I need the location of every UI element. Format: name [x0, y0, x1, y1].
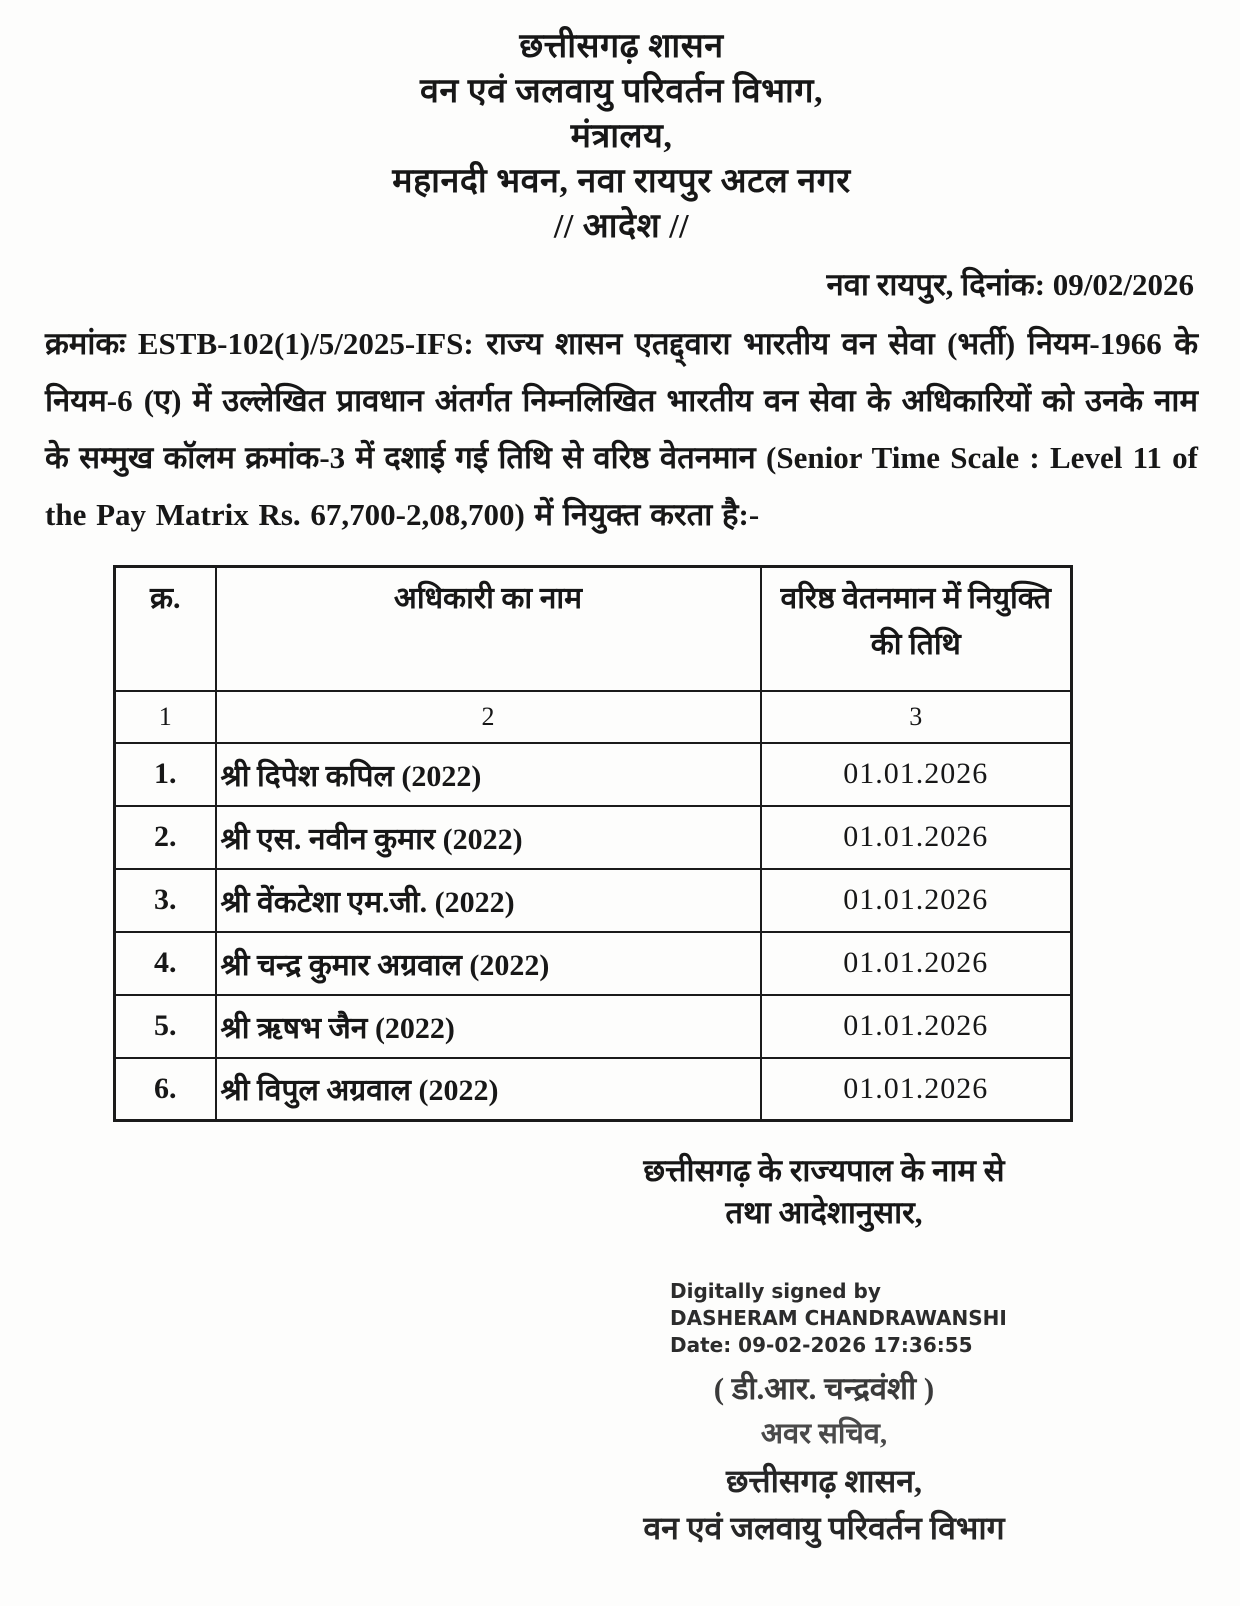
table-row — [115, 806, 1072, 869]
letterhead-address: महानदी भवन, नवा रायपुर अटल नगर — [392, 163, 851, 200]
column-header-officer-name: अधिकारी का नाम — [216, 567, 761, 691]
serial-number: 3. — [115, 869, 216, 932]
officer-name: श्री एस. नवीन कुमार (2022) — [216, 806, 761, 869]
column-header-appointment-date: वरिष्ठ वेतनमान में नियुक्ति की तिथि — [761, 567, 1072, 691]
table-header-row — [115, 567, 1072, 691]
appointment-date: 01.01.2026 — [761, 869, 1072, 932]
column-header-serial: क्र. — [115, 567, 216, 691]
authority-line-2: तथा आदेशानुसार, — [725, 1195, 923, 1230]
appointment-date: 01.01.2026 — [761, 1058, 1072, 1121]
appointment-date: 01.01.2026 — [761, 743, 1072, 806]
signatory-designation: अवर सचिव, — [760, 1418, 888, 1450]
letterhead-department: वन एवं जलवायु परिवर्तन विभाग, — [420, 73, 823, 110]
appointment-table — [113, 565, 1073, 1122]
signature-block — [578, 1150, 1070, 1551]
letterhead-government: छत्तीसगढ़ शासन — [519, 28, 724, 65]
table-row — [115, 1058, 1072, 1121]
serial-number: 1. — [115, 743, 216, 806]
column-number-3: 3 — [761, 691, 1072, 743]
letterhead — [45, 24, 1198, 249]
table-row — [115, 743, 1072, 806]
digital-signature-date: Date: 09-02-2026 17:36:55 — [670, 1333, 973, 1357]
authority-line-1: छत्तीसगढ़ के राज्यपाल के नाम से — [643, 1153, 1005, 1188]
signatory-name: ( डी.आर. चन्द्रवंशी ) — [713, 1371, 935, 1406]
officer-name: श्री ऋषभ जैन (2022) — [216, 995, 761, 1058]
digital-signature-signer: DASHERAM CHANDRAWANSHI — [670, 1306, 1007, 1330]
officer-name: श्री विपुल अग्रवाल (2022) — [216, 1058, 761, 1121]
serial-number: 5. — [115, 995, 216, 1058]
table-column-number-row — [115, 691, 1072, 743]
table-row — [115, 932, 1072, 995]
officer-name: श्री चन्द्र कुमार अग्रवाल (2022) — [216, 932, 761, 995]
officer-name: श्री वेंकटेशा एम.जी. (2022) — [216, 869, 761, 932]
digital-signature-line-1: Digitally signed by — [670, 1279, 881, 1303]
order-body-paragraph: क्रमांकः ESTB-102(1)/5/2025-IFS: राज्य शासन एतद्द्वारा भारतीय वन सेवा (भर्ती) नियम-1966 के नियम-6 (ए) में उल्लेखित प्रावधान अंतर्गत निम्नलिखित भारतीय वन सेवा के अधिकारियों को उनके नाम के सम्मुख कॉलम क्रमांक-3 में दशाई गई तिथि से वरिष्ठ वेतनमान (Senior Time Scale : Level 11 of the Pay Matrix Rs. 67,700-2,08,700) में नियुक्त करता है:- — [45, 326, 1198, 532]
order-title: // आदेश // — [553, 208, 690, 245]
appointment-date: 01.01.2026 — [761, 806, 1072, 869]
serial-number: 4. — [115, 932, 216, 995]
officer-name: श्री दिपेश कपिल (2022) — [216, 743, 761, 806]
signatory-government: छत्तीसगढ़ शासन, — [726, 1463, 922, 1499]
digital-signature-stamp — [670, 1278, 1007, 1359]
appointment-date: 01.01.2026 — [761, 932, 1072, 995]
place-date-line: नवा रायपुर, दिनांक: 09/02/2026 — [826, 267, 1194, 302]
table-row — [115, 995, 1072, 1058]
table-row — [115, 869, 1072, 932]
signatory-department: वन एवं जलवायु परिवर्तन विभाग — [643, 1510, 1005, 1546]
serial-number: 2. — [115, 806, 216, 869]
column-number-1: 1 — [115, 691, 216, 743]
letterhead-ministry: मंत्रालय, — [570, 118, 673, 155]
appointment-date: 01.01.2026 — [761, 995, 1072, 1058]
column-number-2: 2 — [216, 691, 761, 743]
serial-number: 6. — [115, 1058, 216, 1121]
